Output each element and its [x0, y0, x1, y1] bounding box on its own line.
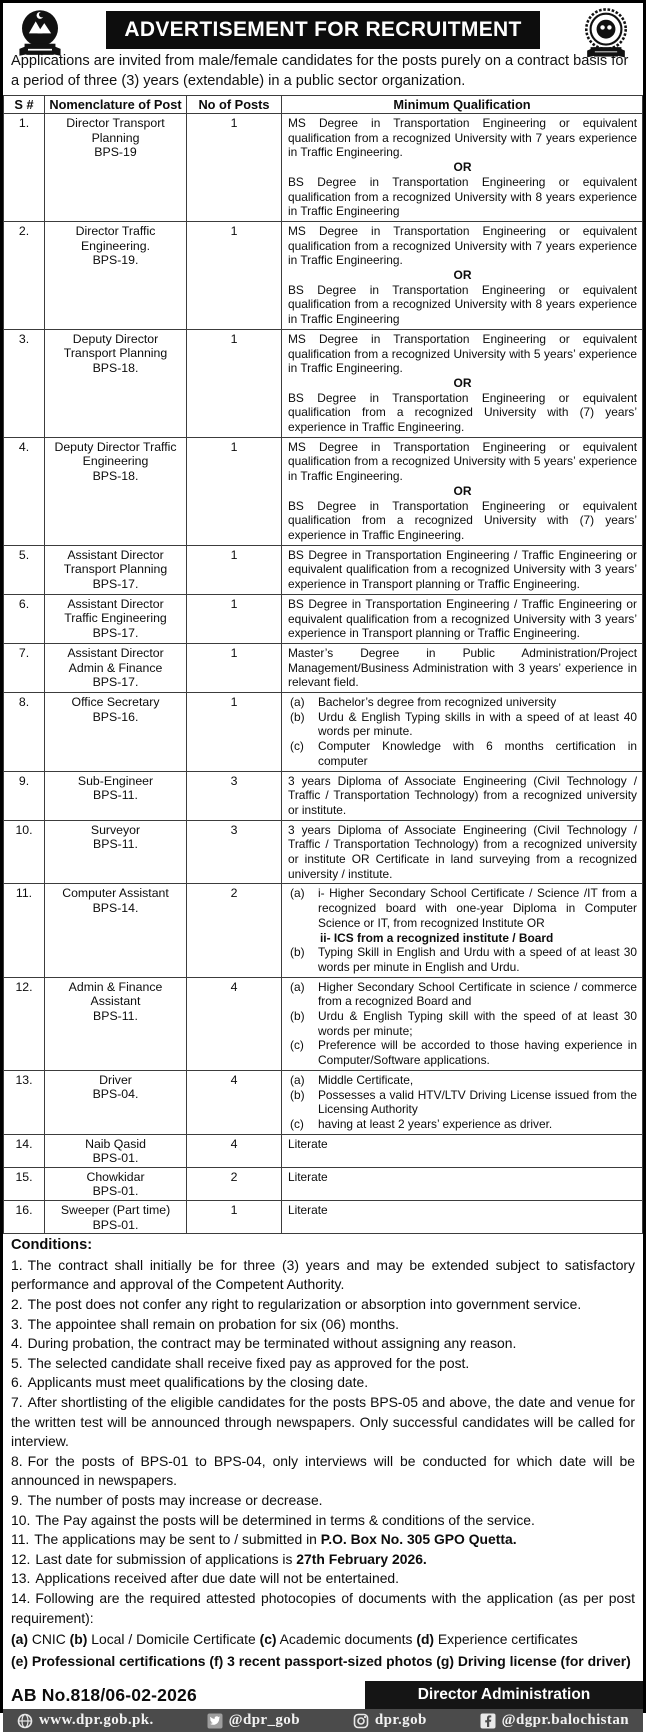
qualification-paragraph: BS Degree in Transportation Engineering or equivalent qualification from a recognized University with 8 years experience in Traffic Engineering — [288, 174, 637, 219]
qualification-or-separator: OR — [453, 483, 472, 498]
post-name-line: BPS-11. — [93, 837, 138, 852]
conditions-list — [11, 1256, 635, 1628]
qualification-paragraph: MS Degree in Transportation Engineering or equivalent qualification from a recognized University with 5 years’ experience in Traffic Engineering. — [288, 439, 637, 484]
row-serial: 7. — [4, 643, 45, 692]
post-name-line: BPS-14. — [92, 901, 139, 916]
globe-icon — [17, 1713, 33, 1729]
post-name — [45, 884, 187, 977]
post-name — [45, 1070, 187, 1134]
qualification-paragraph: BS Degree in Transportation Engineering or equivalent qualification from a recognized University with (7) years’ experience in Traffic Engineering. — [288, 498, 637, 542]
list-item-text: i- Higher Secondary School Certificate / Science /IT from a recognized board with one-year Diploma in Computer Science or IT, from recognized Institute OR — [318, 886, 637, 930]
post-name — [45, 820, 187, 884]
list-item-text: having at least 2 years’ experience as driver. — [318, 1117, 553, 1131]
qualification-cell — [282, 643, 643, 692]
reference-number: AB No.818/06-02-2026 — [11, 1685, 197, 1706]
col-header-post: Nomenclature of Post — [45, 96, 187, 114]
post-name — [45, 1134, 187, 1167]
qualification-or-separator: OR — [453, 268, 472, 283]
documents-list — [11, 1630, 635, 1671]
qualification-cell — [282, 977, 643, 1070]
row-serial: 3. — [4, 329, 45, 437]
table-row — [4, 1134, 643, 1167]
table-row — [4, 693, 643, 772]
twitter-handle: @dpr_gob — [228, 1712, 300, 1729]
instagram-handle: dpr.gob — [374, 1712, 427, 1729]
qualification-cell — [282, 1070, 643, 1134]
post-name-line: Director Traffic — [75, 223, 156, 238]
table-row — [4, 221, 643, 329]
facebook-item[interactable] — [480, 1712, 629, 1729]
table-row — [4, 820, 643, 884]
list-item-text: Bachelor’s degree from recognized university — [318, 695, 557, 710]
post-name-line: BPS-17. — [92, 576, 139, 591]
facebook-icon — [480, 1713, 496, 1729]
qualification-list-item — [288, 1009, 637, 1038]
qualification-list-item — [288, 710, 637, 739]
post-name-line: BPS-04. — [92, 1087, 139, 1102]
condition-item: 1. The contract shall initially be for three (3) years and may be extended subject to satisfactory performance and approval of the Competent Authority. — [11, 1256, 635, 1293]
twitter-item[interactable] — [207, 1712, 300, 1729]
facebook-handle: @dgpr.balochistan — [501, 1712, 629, 1729]
qualification-cell — [282, 693, 643, 772]
post-name-line: Chowkidar — [86, 1169, 145, 1184]
qualification-paragraph: BS Degree in Transportation Engineering / Traffic Engineering or equivalent qualification from a recognized University with 3 years’ experience in Transport planning or Traffic Engineering. — [288, 547, 637, 592]
table-row — [4, 1070, 643, 1134]
qualification-cell — [282, 221, 643, 329]
post-name-line: Transport Planning — [63, 562, 168, 577]
qualification-list-item — [288, 1088, 637, 1117]
row-serial: 12. — [4, 977, 45, 1070]
post-name-line: BPS-18. — [92, 468, 139, 483]
list-item-text: Possesses a valid HTV/LTV Driving License issued from the Licensing Authority — [318, 1087, 637, 1117]
qualification-list-item — [288, 695, 637, 710]
social-bar — [3, 1709, 643, 1732]
conditions-heading: Conditions: — [11, 1237, 93, 1254]
qualification-list-item — [288, 945, 637, 974]
bottom-row — [3, 1671, 643, 1709]
condition-item: 7. After shortlisting of the eligible candidates for the posts BPS-05 and above, the date and venue for the written test will be announced through newspapers. Only successful candidates will be called for interview. — [11, 1394, 635, 1450]
post-name — [45, 1201, 187, 1234]
list-item-label: (a) — [290, 886, 305, 901]
list-item-text: Typing Skill in English and Urdu with a speed of at least 30 words per minute in English and Urdu. — [318, 945, 637, 974]
condition-item: 4. During probation, the contract may be terminated without assigning any reason. — [11, 1335, 517, 1352]
row-serial: 8. — [4, 693, 45, 772]
post-name-line: BPS-01. — [92, 1184, 139, 1199]
condition-item: 11. The applications may be sent to / submitted in P.O. Box No. 305 GPO Quetta. — [11, 1531, 517, 1548]
post-count: 1 — [187, 114, 282, 222]
qualification-paragraph: Literate — [288, 1203, 328, 1218]
post-name-line: Assistant — [90, 994, 141, 1009]
post-name-line: Deputy Director Traffic — [54, 439, 177, 454]
qualification-cell — [282, 437, 643, 545]
table-row — [4, 1201, 643, 1234]
qualification-cell — [282, 1201, 643, 1234]
post-name — [45, 693, 187, 772]
post-count: 1 — [187, 329, 282, 437]
qualification-paragraph: 3 years Diploma of Associate Engineering (Civil Technology / Traffic / Transportation Technology) from a recognized university or institute OR Certificate in land surveying from a recognized university / institute. — [288, 822, 637, 881]
table-row — [4, 594, 643, 643]
list-item-label: (a) — [290, 979, 305, 994]
post-name-line: Office Secretary — [71, 695, 160, 710]
posts-table — [3, 95, 643, 1234]
table-row — [4, 437, 643, 545]
table-row — [4, 329, 643, 437]
row-serial: 16. — [4, 1201, 45, 1234]
list-item-label: (b) — [290, 709, 305, 724]
post-name-line: Assistant Director — [67, 645, 164, 660]
website-item[interactable] — [17, 1712, 154, 1729]
documents-line: (a) CNIC (b) Local / Domicile Certificate (c) Academic documents (d) Experience certificates — [11, 1631, 578, 1648]
qualification-cell — [282, 114, 643, 222]
post-count: 4 — [187, 1134, 282, 1167]
col-header-qualification: Minimum Qualification — [282, 96, 643, 114]
row-serial: 1. — [4, 114, 45, 222]
row-serial: 2. — [4, 221, 45, 329]
condition-item: 10. The Pay against the posts will be determined in terms & conditions of the service. — [11, 1511, 535, 1528]
qualification-list-item — [288, 1073, 637, 1088]
col-header-count: No of Posts — [187, 96, 282, 114]
table-row — [4, 977, 643, 1070]
table-row — [4, 114, 643, 222]
table-row — [4, 1167, 643, 1200]
qualification-paragraph: Literate — [288, 1169, 328, 1184]
post-name — [45, 114, 187, 222]
list-item-text: Urdu & English Typing skills in with a speed of at least 40 words per minute. — [318, 709, 637, 739]
table-row — [4, 884, 643, 977]
post-count: 4 — [187, 977, 282, 1070]
post-name-line: BPS-16. — [92, 709, 139, 724]
row-serial: 9. — [4, 771, 45, 820]
post-name-line: Sweeper (Part time) — [60, 1203, 171, 1218]
post-name — [45, 221, 187, 329]
condition-item: 6. Applicants must meet qualifications by the closing date. — [11, 1374, 369, 1391]
list-item-label: (c) — [290, 1038, 304, 1053]
row-serial: 14. — [4, 1134, 45, 1167]
post-count: 2 — [187, 1167, 282, 1200]
post-name-line: Planning — [91, 130, 140, 145]
post-count: 3 — [187, 771, 282, 820]
condition-item: 13. Applications received after due date will not be entertained. — [11, 1570, 400, 1587]
qualification-paragraph: 3 years Diploma of Associate Engineering (Civil Technology / Traffic / Transportation Technology) from a recognized university or institute. — [288, 773, 637, 817]
post-name-line: Transport Planning — [63, 346, 168, 361]
signature-box: Director Administration — [365, 1681, 643, 1709]
qualification-paragraph: MS Degree in Transportation Engineering or equivalent qualification from a recognized University with 5 years’ experience in Traffic Engineering. — [288, 331, 637, 376]
row-serial: 13. — [4, 1070, 45, 1134]
post-name-line: BPS-01. — [92, 1217, 139, 1232]
post-name-line: BPS-18. — [92, 361, 139, 376]
condition-item: 9. The number of posts may increase or decrease. — [11, 1491, 323, 1508]
post-name-line: BPS-01. — [92, 1151, 139, 1166]
post-name-line: Naib Qasid — [85, 1136, 146, 1151]
condition-item: 5. The selected candidate shall receive fixed pay as approved for the post. — [11, 1354, 470, 1371]
post-name-line: BPS-11. — [93, 1008, 138, 1023]
row-serial: 6. — [4, 594, 45, 643]
qualification-cell — [282, 1134, 643, 1167]
qualification-paragraph: MS Degree in Transportation Engineering or equivalent qualification from a recognized University with 7 years experience in Traffic Engineering. — [288, 223, 637, 268]
post-name — [45, 329, 187, 437]
post-count: 3 — [187, 820, 282, 884]
instagram-icon — [353, 1713, 369, 1729]
list-item-text: Urdu & English Typing skill with the speed of at least 30 words per minute; — [318, 1009, 637, 1038]
post-name — [45, 771, 187, 820]
list-item-label: (b) — [290, 945, 305, 960]
qualification-or-separator: OR — [453, 375, 472, 390]
post-count: 2 — [187, 884, 282, 977]
post-name-line: Assistant Director — [67, 596, 164, 611]
list-item-label: (b) — [290, 1009, 305, 1024]
qualification-cell — [282, 329, 643, 437]
qualification-cell — [282, 820, 643, 884]
post-count: 1 — [187, 1201, 282, 1234]
post-name-line: Surveyor — [90, 822, 141, 837]
list-item-text: Preference will be accorded to those having experience in Computer/Software applications. — [318, 1038, 637, 1068]
list-item-label: (b) — [290, 1087, 305, 1102]
table-header-row — [4, 96, 643, 114]
qualification-paragraph: Literate — [288, 1136, 328, 1151]
qualification-list-item — [288, 886, 637, 930]
condition-item: 2. The post does not confer any right to regularization or absorption into government service. — [11, 1296, 582, 1313]
qualification-subitem: ii- ICS from a recognized institute / Board — [320, 930, 554, 945]
list-item-label: (c) — [290, 739, 304, 754]
condition-item: 12. Last date for submission of applications is 27th February 2026. — [11, 1550, 427, 1567]
qualification-paragraph: MS Degree in Transportation Engineering or equivalent qualification from a recognized University with 7 years experience in Traffic Engineering. — [288, 116, 637, 160]
website-url: www.dpr.gob.pk. — [39, 1712, 154, 1729]
post-name — [45, 643, 187, 692]
qualification-cell — [282, 1167, 643, 1200]
post-name — [45, 977, 187, 1070]
post-name — [45, 594, 187, 643]
list-item-text: Higher Secondary School Certificate in science / commerce from a recognized Board and — [318, 979, 637, 1009]
intro-text: Applications are invited from male/female candidates for the posts purely on a contract basis for a period of three (3) years (extendable) in a public sector organization. — [11, 53, 629, 89]
post-name — [45, 1167, 187, 1200]
list-item-label: (a) — [290, 695, 305, 710]
post-name-line: BPS-11. — [93, 788, 138, 803]
post-count: 1 — [187, 643, 282, 692]
qualification-paragraph: BS Degree in Transportation Engineering or equivalent qualification from a recognized University with 8 years experience in Traffic Engineering — [288, 282, 637, 327]
qualification-list-item — [288, 739, 637, 768]
qualification-list-item — [288, 1117, 637, 1132]
qualification-cell — [282, 594, 643, 643]
post-name-line: BPS-19. — [92, 253, 139, 268]
table-row — [4, 643, 643, 692]
condition-item: 14. Following are the required attested photocopies of documents with the application (as per post requirement): — [11, 1589, 635, 1626]
post-name-line: Deputy Director — [72, 331, 159, 346]
post-count: 1 — [187, 693, 282, 772]
qualification-cell — [282, 545, 643, 594]
list-item-text: Middle Certificate, — [318, 1072, 414, 1087]
post-name-line: Admin & Finance — [68, 979, 163, 994]
post-count: 1 — [187, 437, 282, 545]
page-title: ADVERTISEMENT FOR RECRUITMENT — [106, 11, 539, 49]
row-serial: 10. — [4, 820, 45, 884]
post-name-line: BPS-19 — [94, 145, 137, 160]
table-row — [4, 545, 643, 594]
qualification-paragraph: Master’s Degree in Public Administration/Project Management/Business Administration with 3 years’ experience in relevant field. — [288, 645, 637, 690]
post-count: 1 — [187, 545, 282, 594]
twitter-icon — [207, 1713, 223, 1729]
documents-line: (e) Professional certifications (f) 3 recent passport-sized photos (g) Driving license (for driver) — [11, 1652, 631, 1669]
qualification-or-separator: OR — [453, 160, 472, 175]
list-item-label: (a) — [290, 1072, 305, 1087]
qualification-paragraph: BS Degree in Transportation Engineering or equivalent qualification from a recognized University with (7) years’ experience in Traffic Engineering. — [288, 390, 637, 435]
post-count: 4 — [187, 1070, 282, 1134]
post-name-line: Admin & Finance — [68, 660, 163, 675]
post-count: 1 — [187, 221, 282, 329]
qualification-paragraph: BS Degree in Transportation Engineering / Traffic Engineering or equivalent qualification from a recognized University with 3 years’ experience in Transport planning or Traffic Engineering. — [288, 596, 637, 641]
post-name-line: BPS-17. — [92, 675, 139, 690]
row-serial: 11. — [4, 884, 45, 977]
post-name-line: Engineering — [82, 454, 149, 469]
table-row — [4, 771, 643, 820]
row-serial: 4. — [4, 437, 45, 545]
qualification-list-item — [288, 980, 637, 1009]
post-name-line: Assistant Director — [67, 547, 164, 562]
conditions-section — [3, 1234, 643, 1671]
post-name-line: Engineering. — [80, 238, 151, 253]
post-name — [45, 437, 187, 545]
condition-item: 3. The appointee shall remain on probation for six (06) months. — [11, 1315, 399, 1332]
instagram-item[interactable] — [353, 1712, 427, 1729]
post-name-line: Computer Assistant — [62, 886, 169, 901]
list-item-label: (c) — [290, 1117, 304, 1131]
row-serial: 5. — [4, 545, 45, 594]
post-name-line: Sub-Engineer — [77, 773, 154, 788]
post-name-line: BPS-17. — [92, 625, 139, 640]
post-name-line: Traffic Engineering — [64, 611, 167, 626]
post-name-line: Driver — [99, 1072, 132, 1087]
qualification-cell — [282, 771, 643, 820]
condition-item: 8. For the posts of BPS-01 to BPS-04, only interviews will be conducted for which date will be announced in newspapers. — [11, 1452, 635, 1489]
qualification-cell — [282, 884, 643, 977]
col-header-serial: S # — [4, 96, 45, 114]
post-name — [45, 545, 187, 594]
list-item-text: Computer Knowledge with 6 months certification in computer — [318, 739, 637, 768]
row-serial: 15. — [4, 1167, 45, 1200]
qualification-list-item — [288, 1038, 637, 1067]
post-count: 1 — [187, 594, 282, 643]
post-name-line: Director Transport — [66, 116, 165, 130]
